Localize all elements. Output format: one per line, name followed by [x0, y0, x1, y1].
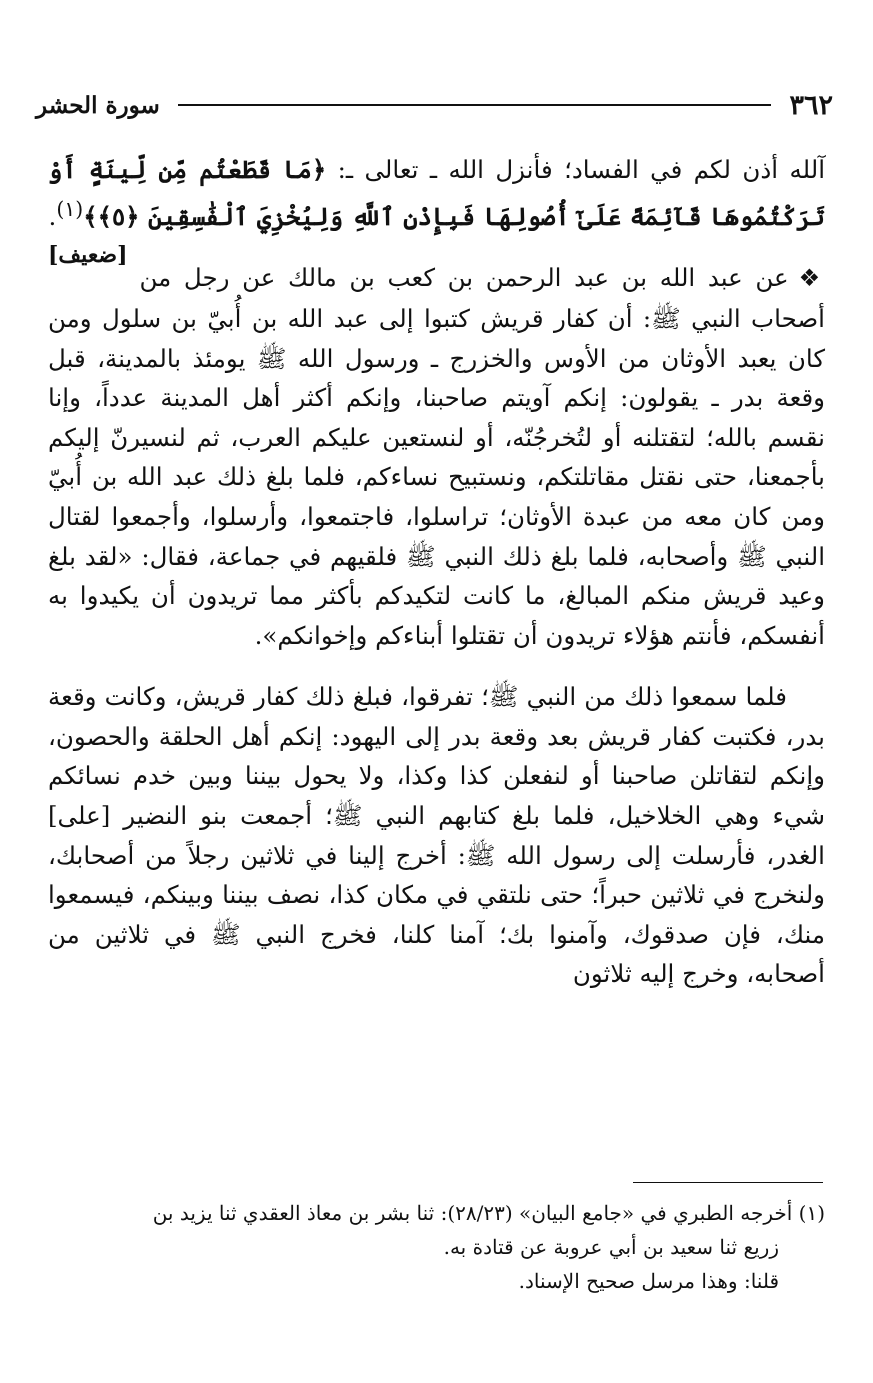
footnote-line: زريع ثنا سعيد بن أبي عروبة عن قتادة به. [443, 1235, 779, 1259]
footnotes [48, 1196, 825, 1298]
hadith-text: عن عبد الله بن عبد الرحمن بن كعب بن مالك عن رجل من أصحاب النبي ﷺ: أن كفار قريش كتبوا إلى عبد الله بن أُبيّ بن سلول ومن كان يعبد الأوثان من الأوس والخزرج ـ ورسول الله ﷺ يومئذ بالمدينة، قبل وقعة بدر ـ يقولون: إنكم آويتم صاحبنا، وإنكم أكثر أهل المدينة عدداً، وإنا نقسم بالله؛ لتقتلنه أو لتُخرجُنّه، أو لنستعين عليكم العرب، ثم لنسيرنّ إليكم بأجمعنا، حتى نقتل مقاتلتكم، ونستبيح نساءكم، فلما بلغ ذلك عبد الله بن أُبيّ ومن كان معه من عبدة الأوثان؛ تراسلوا، فاجتمعوا، وأرسلوا، وأجمعوا لقتال النبي ﷺ وأصحابه، فلما بلغ ذلك النبي ﷺ فلقيهم في جماعة، فقال: «لقد بلغ وعيد قريش منكم المبالغ، ما كانت لتكيدكم بأكثر مما تريدون أن يكيدوا به أنفسكم، فأنتم هؤلاء تريدون أن تقتلوا أبناءكم وإخوانكم». [48, 263, 825, 650]
header-rule [178, 104, 772, 106]
footnote-ref: (١) [56, 196, 84, 221]
verse-intro: آلله أذن لكم في الفساد؛ فأنزل الله ـ تعالى ـ: [337, 155, 825, 184]
continuation-paragraph: فلما سمعوا ذلك من النبي ﷺ؛ تفرقوا، فبلغ ذلك كفار قريش، وكانت وقعة بدر، فكتبت كفار قريش بعد وقعة بدر إلى اليهود: إنكم أهل الحلقة والحصون، وإنكم لتقاتلن صاحبنا أو لنفعلن كذا وكذا، ولا يحول بيننا وبين خدم نسائكم شيء وهي الخلاخيل، فلما بلغ كتابهم النبي ﷺ؛ أجمعت بنو النضير [على] الغدر، فأرسلت إلى رسول الله ﷺ: أخرج إلينا في ثلاثين رجلاً من أصحابك، ولنخرج في ثلاثين حبراً؛ حتى نلتقي في مكان كذا، نصف بيننا وبينكم، فيسمعوا منك، فإن صدقوك، وآمنوا بك؛ آمنا كلنا، فخرج النبي ﷺ في ثلاثين من أصحابه، وخرج إليه ثلاثون [48, 682, 825, 989]
footnote-line: قلنا: وهذا مرسل صحيح الإسناد. [518, 1269, 779, 1293]
hadith-grade: [ضعيف] [48, 242, 128, 269]
hadith-paragraph [48, 258, 825, 655]
surah-title: سورة الحشر [36, 91, 160, 119]
page-number: ٣٦٢ [789, 89, 833, 121]
footnote-line: (١) أخرجه الطبري في «جامع البيان» (٢٨/٢٣): ثنا بشر بن معاذ العقدي ثنا يزيد بن [152, 1201, 825, 1225]
ornament-icon: ❖ [798, 264, 826, 293]
footnote-separator [633, 1182, 823, 1183]
page-body [48, 150, 825, 994]
verse-paragraph: آلله أذن لكم في الفساد؛ فأنزل الله ـ تعالى ـ: ﴿مَا قَطَعْتُم مِّن لِّينَةٍ أَوْ تَرَكْتُمُوهَا قَآئِمَةً عَلَىٰٓ أُصُولِهَا فَبِإِذْنِ ٱللَّهِ وَلِيُخْزِيَ ٱلْفَٰسِقِينَ ﴿٥﴾﴾$^{(١)}$. [ضعيف] [48, 150, 825, 236]
page-header [36, 88, 833, 122]
quran-verse: ﴿مَا قَطَعْتُم مِّن لِّينَةٍ أَوْ تَرَكْتُمُوهَا قَآئِمَةً عَلَىٰٓ أُصُولِهَا فَبِإِذْنِ ٱللَّهِ وَلِيُخْزِيَ ٱلْفَٰسِقِينَ ﴿٥﴾﴾ [48, 155, 825, 231]
